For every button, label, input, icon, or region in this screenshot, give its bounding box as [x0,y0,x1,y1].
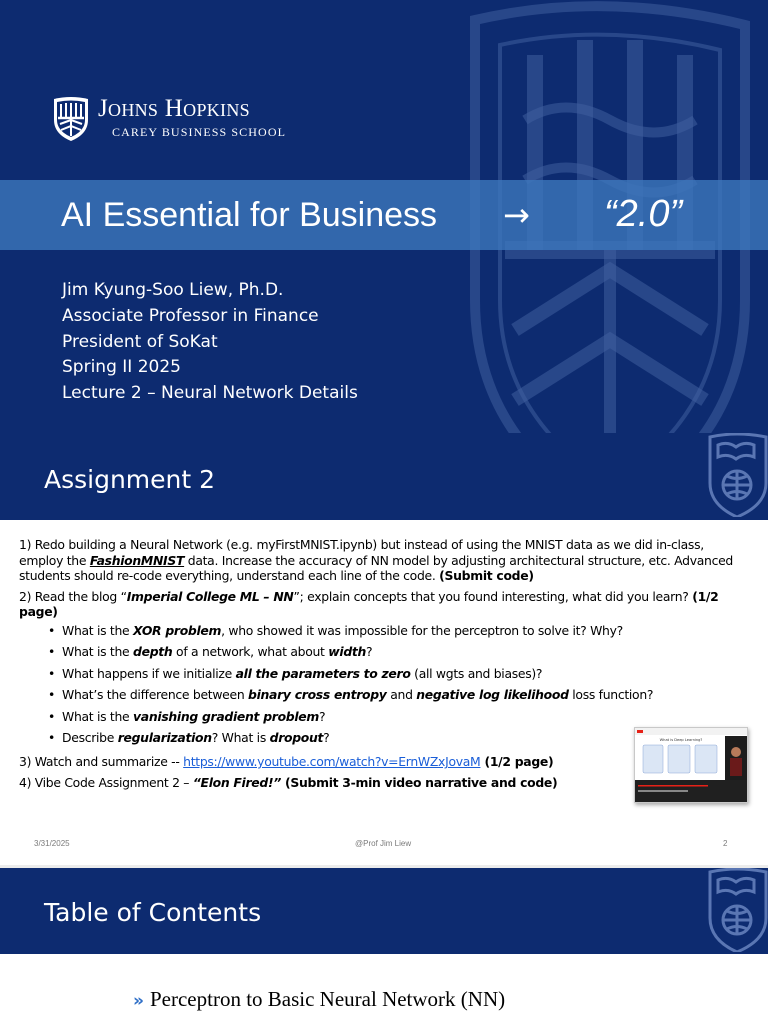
globe-shield-icon [706,868,768,952]
submission-note: (Submit 3-min video narrative and code) [281,775,558,790]
submit-code-note: (Submit code) [439,568,534,584]
jhu-shield-icon [52,96,90,142]
footer-page-number: 2 [723,839,728,848]
page-length-note: (1/2 page) [480,754,554,770]
logo-wordmark: Johns Hopkins [98,95,250,122]
toc-list [133,984,505,1016]
assignment-title: Assignment 2 [44,465,216,494]
presenter-affiliation: President of SoKat [62,331,218,352]
question-item: • Describe regularization? What is dropout? [62,727,747,748]
question-item: • What is the depth of a network, what about width? [62,641,747,662]
assignment-item-1: 1) Redo building a Neural Network (e.g. myFirstMNIST.ipynb) but instead of using the MNIST data as we did in-class, employ the FashionMNIST data. Increase the accuracy of NN model by adjusting architectural structure, etc. Advanced students should re-code everything, understand each line of the code. (Submit code) [19,537,733,584]
arrow-right-icon: → [503,196,530,234]
toc-item [133,984,505,1016]
jhu-logo [52,96,286,144]
toc-title: Table of Contents [44,898,262,927]
assignment-item-2: 2) Read the blog “Imperial College ML – NN”; explain concepts that you found interesting, what did you learn? (1/2 page) [19,588,719,620]
page-length-note: (1/2 page) [19,588,719,620]
video-thumbnail-image [635,728,747,802]
question-item: • What’s the difference between binary cross entropy and negative log likelihood loss function? [62,684,747,705]
presenter-name: Jim Kyung-Soo Liew, Ph.D. [62,280,284,300]
globe-shield-icon [706,433,768,517]
toc-bullet-icon: » [133,991,144,1011]
slide-footer [0,839,768,851]
youtube-link[interactable]: https://www.youtube.com/watch?v=ErnWZxJovaM [183,754,481,770]
question-item: • What is the vanishing gradient problem? [62,706,747,727]
fashionmnist-term: FashionMNIST [89,552,185,568]
question-item: • What is the XOR problem, who showed it was impossible for the perceptron to solve it? Why? [62,620,747,641]
assignment-item-4: 4) Vibe Code Assignment 2 – “Elon Fired!” (Submit 3-min video narrative and code) [19,775,558,790]
assignment-item-3: 3) Watch and summarize -- https://www.youtube.com/watch?v=ErnWZxJovaM (1/2 page) [19,754,554,770]
footer-author: @Prof Jim Liew [355,839,412,848]
presenter-info [62,278,358,407]
elon-fired-title: “Elon Fired!” [192,775,282,790]
question-item: • What happens if we initialize all the parameters to zero (all wgts and biases)? [62,663,747,684]
blog-title: Imperial College ML – NN [126,588,294,604]
term: Spring II 2025 [62,357,181,378]
toc-item-label: Perceptron to Basic Neural Network (NN) [149,987,506,1011]
version-label: “2.0” [604,193,683,235]
video-heading: What is Deep Learning? [659,738,703,742]
video-thumbnail[interactable] [634,727,748,803]
presenter-position: Associate Professor in Finance [62,305,319,326]
logo-subtitle: CAREY BUSINESS SCHOOL [112,125,287,139]
footer-date: 3/31/2025 [34,839,70,848]
presentation-title: AI Essential for Business [61,196,438,234]
lecture-title: Lecture 2 – Neural Network Details [62,383,358,404]
